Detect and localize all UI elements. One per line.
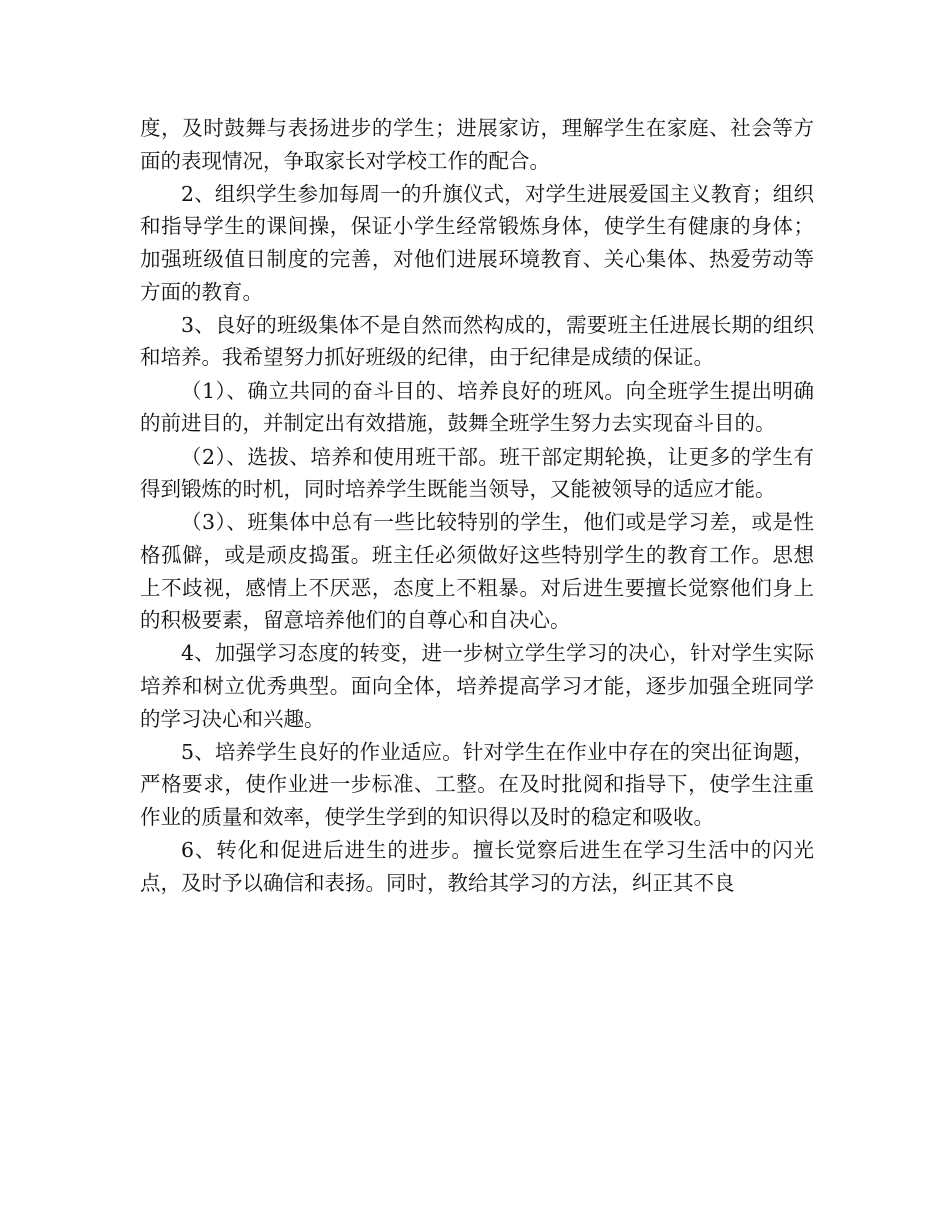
paragraph-item-3: 3、良好的班级集体不是自然而然构成的，需要班主任进展长期的组织和培养。我希望努力抓好班级的纪律，由于纪律是成绩的保证。 <box>140 312 814 370</box>
paragraph-item-4: 4、加强学习态度的转变，进一步树立学生学习的决心，针对学生实际培养和树立优秀典型。面向全体，培养提高学习才能，逐步加强全班同学的学习决心和兴趣。 <box>140 641 814 731</box>
paragraph-continuation: 度，及时鼓舞与表扬进步的学生；进展家访，理解学生在家庭、社会等方面的表现情况，争取家长对学校工作的配合。 <box>140 116 814 173</box>
paragraph-item-2: 2、组织学生参加每周一的升旗仪式，对学生进展爱国主义教育；组织和指导学生的课间操，保证小学生经常锻炼身体，使学生有健康的身体；加强班级值日制度的完善，对他们进展环境教育、关心集体、热爱劳动等方面的教育。 <box>140 181 814 304</box>
paragraph-subitem-2: （2）、选拔、培养和使用班干部。班干部定期轮换，让更多的学生有得到锻炼的时机，同时培养学生既能当领导，又能被领导的适应才能。 <box>140 444 814 502</box>
paragraph-item-5: 5、培养学生良好的作业适应。针对学生在作业中存在的突出征询题，严格要求，使作业进一步标准、工整。在及时批阅和指导下，使学生注重作业的质量和效率，使学生学到的知识得以及时的稳定和吸收。 <box>140 739 814 829</box>
paragraph-item-6: 6、转化和促进后进生的进步。擅长觉察后进生在学习生活中的闪光点，及时予以确信和表扬。同时，教给其学习的方法，纠正其不良 <box>140 838 814 895</box>
paragraph-subitem-1: （1）、确立共同的奋斗目的、培养良好的班风。向全班学生提出明确的前进目的，并制定出有效措施，鼓舞全班学生努力去实现奋斗目的。 <box>140 378 814 436</box>
paragraph-subitem-3: （3）、班集体中总有一些比较特别的学生，他们或是学习差，或是性格孤僻，或是顽皮捣蛋。班主任必须做好这些特别学生的教育工作。思想上不歧视，感情上不厌恶，态度上不粗暴。对后进生要擅长觉察他们身上的积极要素，留意培养他们的自尊心和自决心。 <box>140 510 814 633</box>
document-body <box>140 112 814 900</box>
